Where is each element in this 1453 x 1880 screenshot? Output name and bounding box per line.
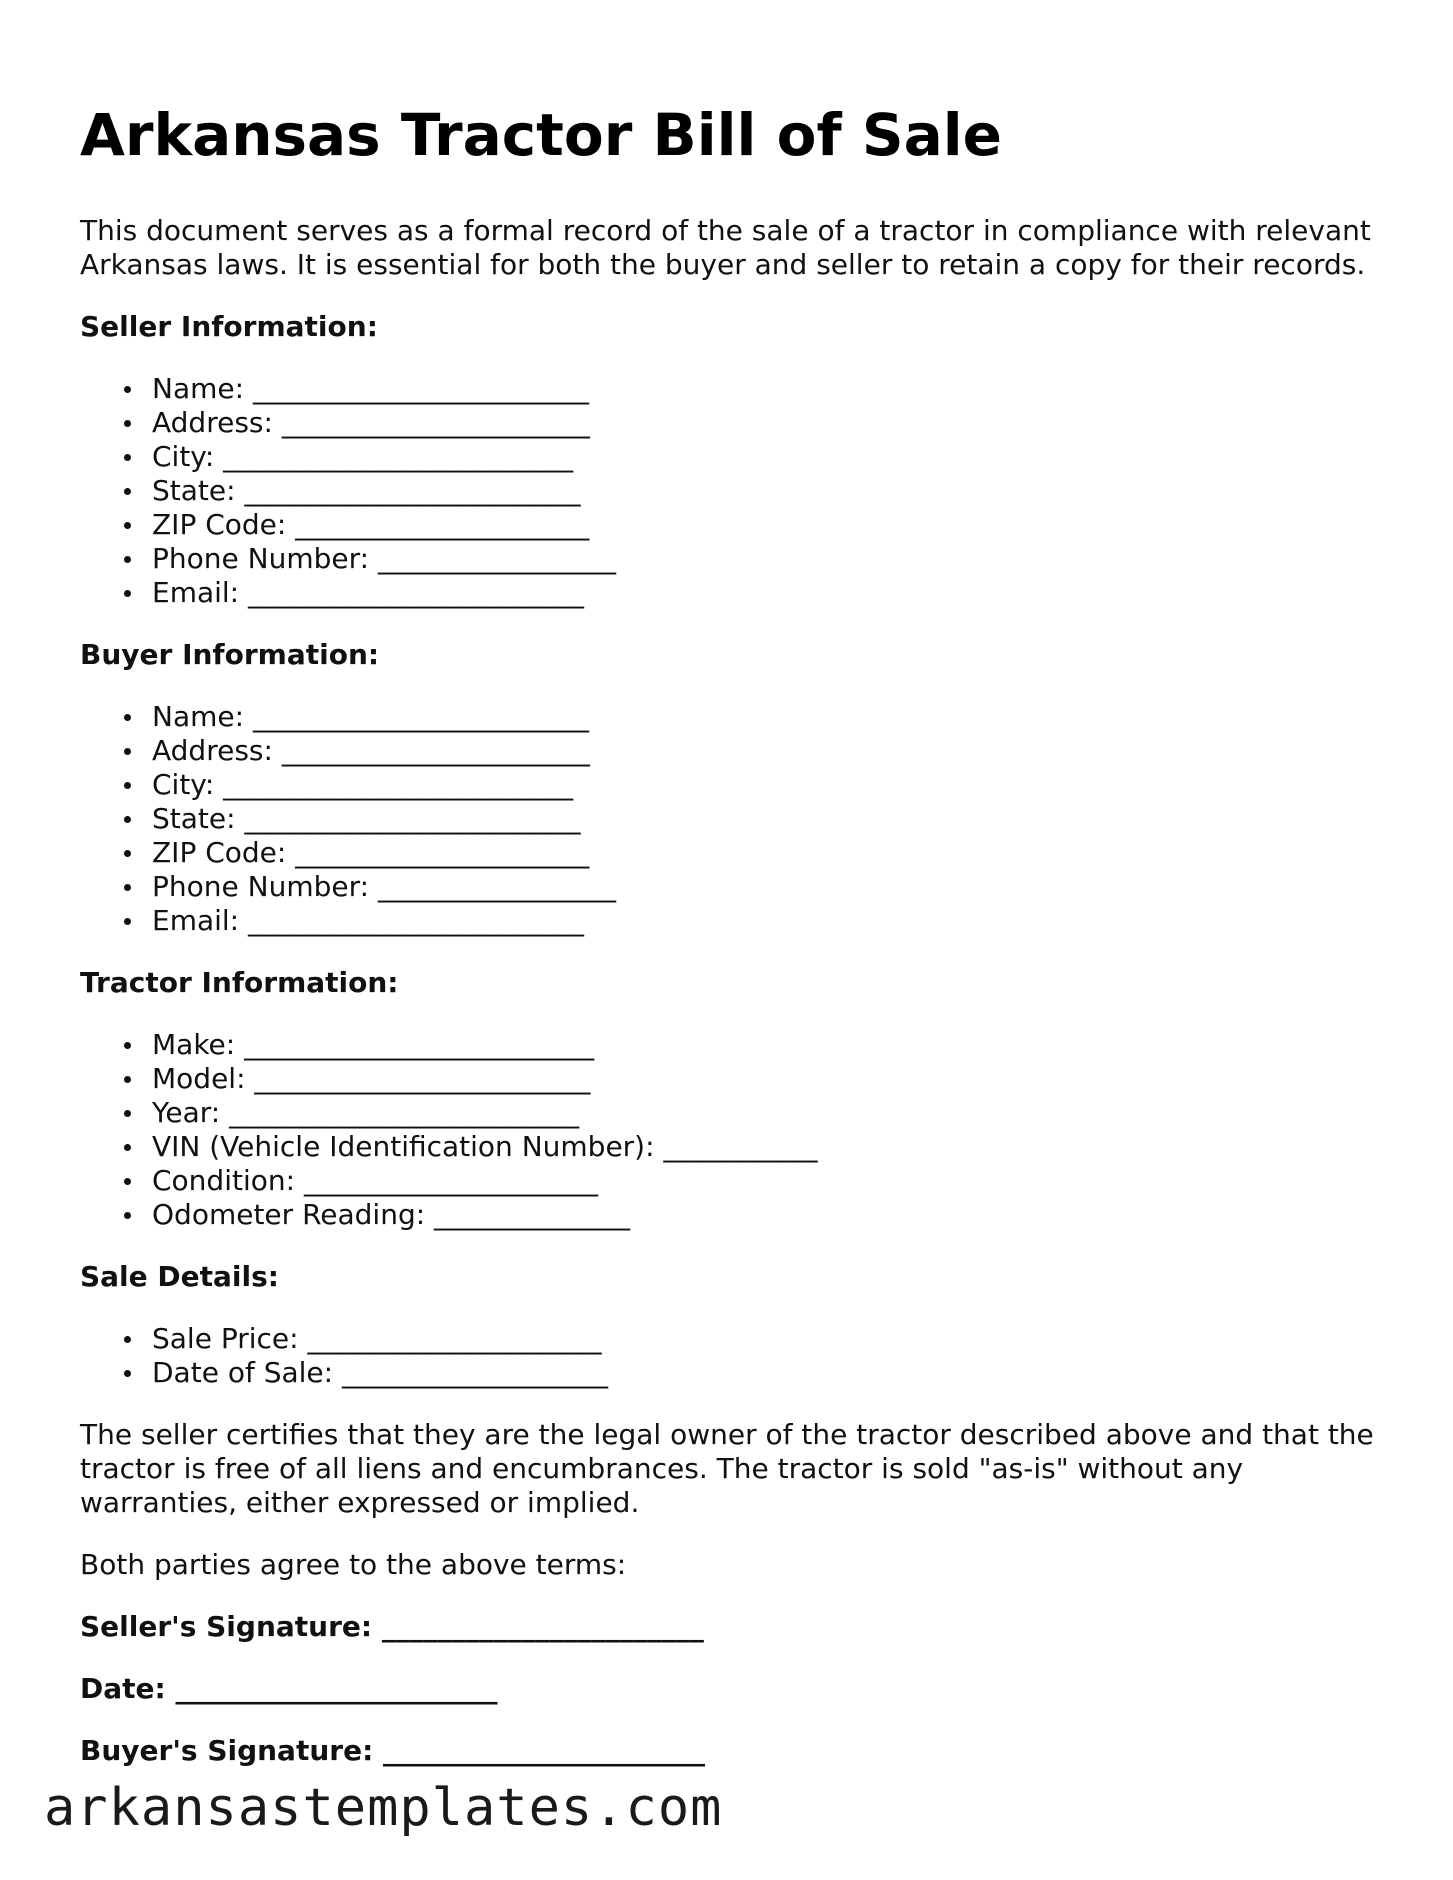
page-title: Arkansas Tractor Bill of Sale (80, 101, 1002, 169)
buyer-name-field: Name: ________________________ (152, 700, 1380, 734)
seller-state-field: State: ________________________ (152, 474, 1380, 508)
tractor-vin-field: VIN (Vehicle Identification Number): ___________ (152, 1130, 1380, 1164)
sale-price-field: Sale Price: _____________________ (152, 1322, 1380, 1356)
buyer-city-field: City: _________________________ (152, 768, 1380, 802)
intro-paragraph: This document serves as a formal record of the sale of a tractor in compliance with relevant Arkansas laws. It is essential for both the buyer and seller to retain a copy for their records. (80, 214, 1371, 281)
certification-paragraph: The seller certifies that they are the legal owner of the tractor described above and that the tractor is free of all liens and encumbrances. The tractor is sold "as-is" without any warranties, either expressed or implied. (80, 1418, 1374, 1519)
seller-address-field: Address: ______________________ (152, 406, 1380, 440)
seller-zip-field: ZIP Code: _____________________ (152, 508, 1380, 542)
seller-city-field: City: _________________________ (152, 440, 1380, 474)
date-line: Date: _______________________ (80, 1672, 498, 1705)
tractor-section-heading: Tractor Information: (80, 966, 399, 999)
buyer-address-field: Address: ______________________ (152, 734, 1380, 768)
tractor-make-field: Make: _________________________ (152, 1028, 1380, 1062)
buyer-state-field: State: ________________________ (152, 802, 1380, 836)
tractor-fields-list (80, 1028, 1380, 1232)
seller-signature-line: Seller's Signature: _______________________ (80, 1610, 704, 1643)
bill-of-sale-document (80, 100, 1380, 1796)
buyer-zip-field: ZIP Code: _____________________ (152, 836, 1380, 870)
agreement-statement: Both parties agree to the above terms: (80, 1548, 627, 1581)
sale-fields-list (80, 1322, 1380, 1390)
buyer-email-field: Email: ________________________ (152, 904, 1380, 938)
sale-section-heading: Sale Details: (80, 1260, 279, 1293)
buyer-section-heading: Buyer Information: (80, 638, 380, 671)
seller-fields-list (80, 372, 1380, 610)
tractor-year-field: Year: _________________________ (152, 1096, 1380, 1130)
buyer-fields-list (80, 700, 1380, 938)
buyer-phone-field: Phone Number: _________________ (152, 870, 1380, 904)
sale-date-field: Date of Sale: ___________________ (152, 1356, 1380, 1390)
site-watermark: arkansastemplates.com (44, 1778, 723, 1838)
seller-section-heading: Seller Information: (80, 310, 378, 343)
seller-phone-field: Phone Number: _________________ (152, 542, 1380, 576)
tractor-model-field: Model: ________________________ (152, 1062, 1380, 1096)
seller-email-field: Email: ________________________ (152, 576, 1380, 610)
seller-name-field: Name: ________________________ (152, 372, 1380, 406)
buyer-signature-line: Buyer's Signature: _______________________ (80, 1734, 706, 1767)
tractor-odometer-field: Odometer Reading: ______________ (152, 1198, 1380, 1232)
tractor-condition-field: Condition: _____________________ (152, 1164, 1380, 1198)
